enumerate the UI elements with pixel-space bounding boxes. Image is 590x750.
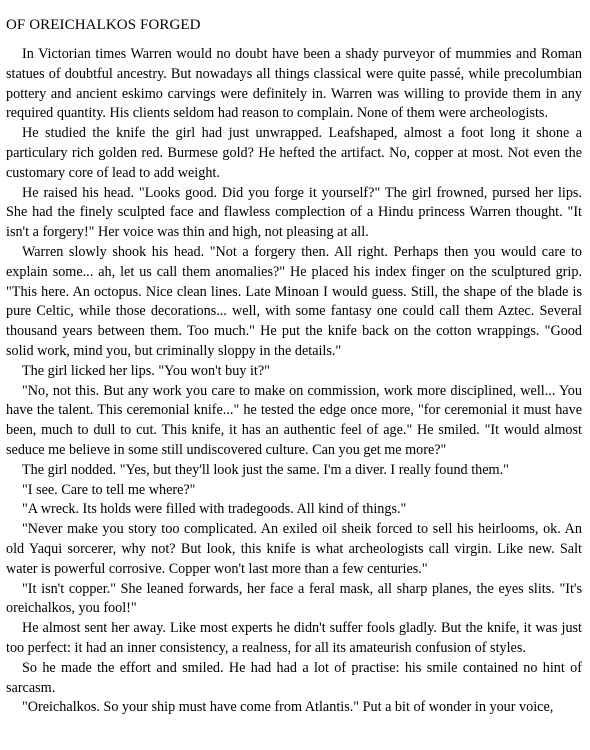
paragraph: Warren slowly shook his head. "Not a forgery then. All right. Perhaps then you would care to explain some... ah, let us call them anomalies?" He placed his index finger on the sculptured grip. "This here. An octopus. Nice clean lines. Late Minoan I would guess. Still, the shape of the blade is pure Celtic, while those decorations... well, with some fantasy one could call them Aztec. Several thousand years between them. Too much." He put the knife back on the cotton wrappings. "Good solid work, mind you, but criminally sloppy in the details." bbox=[6, 243, 582, 359]
paragraph: "It isn't copper." She leaned forwards, her face a feral mask, all sharp planes, the eyes slits. "It's oreichalkos, you fool!" bbox=[6, 580, 582, 617]
paragraph: In Victorian times Warren would no doubt have been a shady purveyor of mummies and Roman statues of doubtful ancestry. But nowadays all things classical were quite passé, while precolumbian pottery and ancient eskimo carvings were definitely in. Warren was willing to provide them in any required quantity. His clients seldom had reason to complain. None of them were archeologists. bbox=[6, 46, 582, 122]
paragraph: So he made the effort and smiled. He had had a lot of practise: his smile contained no hint of sarcasm. bbox=[6, 659, 582, 696]
paragraph: "A wreck. Its holds were filled with tradegoods. All kind of things." bbox=[22, 501, 407, 518]
paragraph: He raised his head. "Looks good. Did you forge it yourself?" The girl frowned, pursed her lips. She had the finely sculpted face and flawless complection of a Hindu princess Warren thought. "It isn't a forgery!" Her voice was thin and high, not pleasing at all. bbox=[6, 184, 582, 241]
paragraph: "No, not this. But any work you care to make on commission, work more disciplined, well... You have the talent. This ceremonial knife..." he tested the edge once more, "for ceremonial it must have been, much to dull to cut. This knife, it has an authentic feel of age." He smiled. "It would almost seduce me believe in some still undiscovered culture. Can you get me more?" bbox=[6, 382, 582, 458]
paragraph: The girl licked her lips. "You won't buy it?" bbox=[22, 362, 270, 379]
paragraph: "Oreichalkos. So your ship must have come from Atlantis." Put a bit of wonder in your voice, bbox=[22, 699, 554, 716]
paragraph: He almost sent her away. Like most experts he didn't suffer fools gladly. But the knife, it was just too perfect: it had an inner consistency, a realness, for all its amateurish confusion of styles. bbox=[6, 620, 582, 656]
paragraph: "I see. Care to tell me where?" bbox=[22, 481, 196, 498]
paragraph: The girl nodded. "Yes, but they'll look just the same. I'm a diver. I really found them." bbox=[22, 461, 509, 478]
story-body bbox=[6, 45, 582, 718]
paragraph: "Never make you story too complicated. An exiled oil sheik forced to sell his heirlooms, ok. An old Yaqui sorcerer, why not? But look, this knife is what archeologists call virgin. Like new. Salt water is powerful corrosive. Copper won't last more than a few centuries." bbox=[6, 521, 582, 577]
story-title: OF OREICHALKOS FORGED bbox=[6, 17, 201, 33]
paragraph: He studied the knife the girl had just unwrapped. Leafshaped, almost a foot long it shone a particulary rich golden red. Burmese gold? He hefted the artifact. No, copper at most. Not even the customary core of lead to add weight. bbox=[6, 125, 582, 181]
